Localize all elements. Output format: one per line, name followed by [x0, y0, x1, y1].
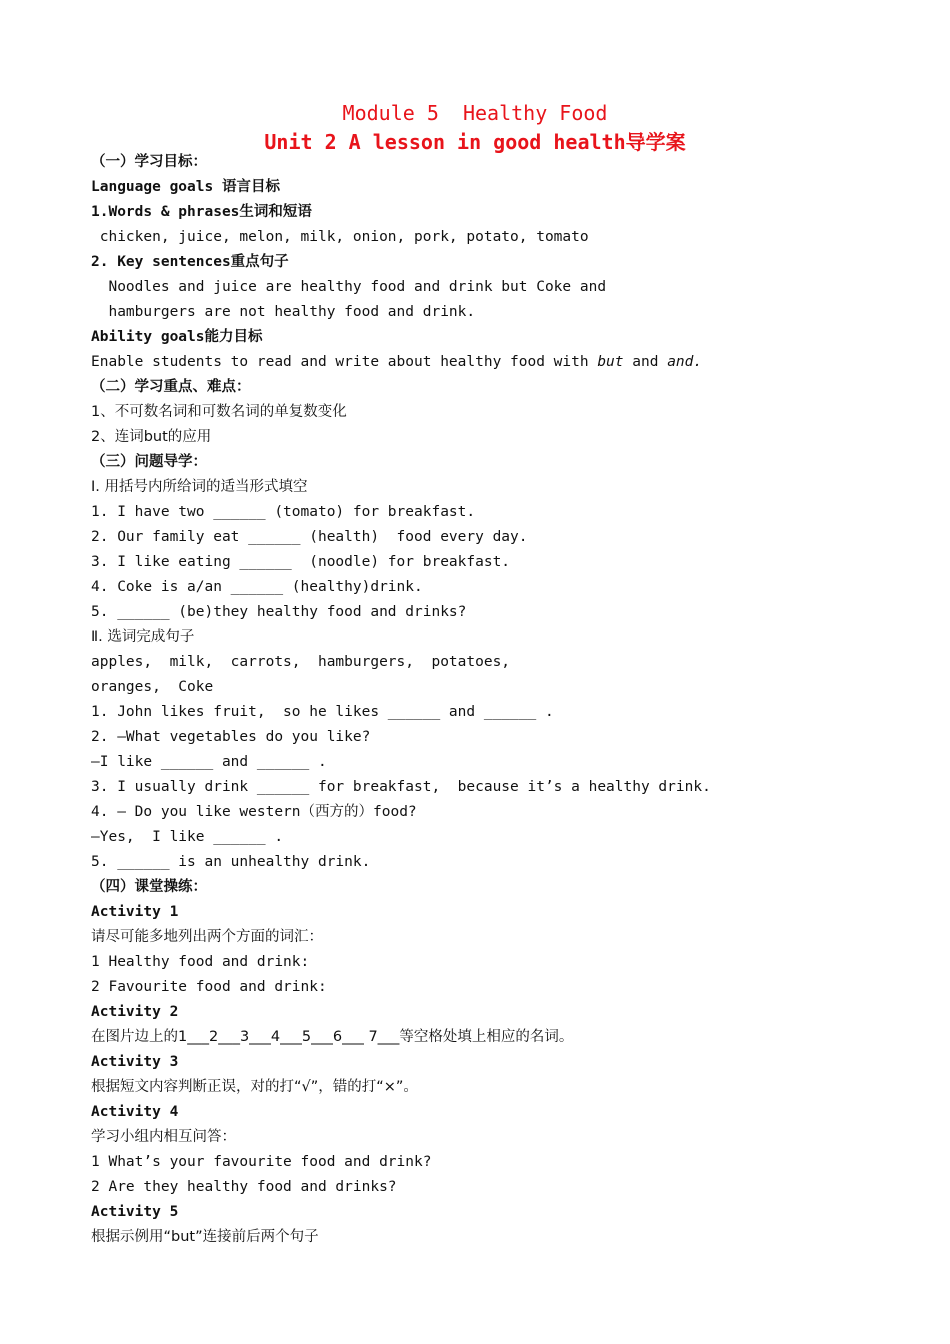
ability-goals-heading: Ability goals能力目标 — [91, 329, 263, 345]
section-heading-guided-questions: （三）问题导学： — [91, 454, 207, 470]
exercise-1-heading: I. 用括号内所给词的适当形式填空 — [91, 479, 308, 495]
language-goals-heading: Language goals 语言目标 — [91, 179, 280, 195]
activity-4-question-1: 1 What’s your favourite food and drink? — [91, 1154, 432, 1170]
key-sentences-heading: 2. Key sentences重点句子 — [91, 254, 289, 270]
key-sentence-line-2: hamburgers are not healthy food and drink. — [91, 304, 476, 320]
activity-1-heading: Activity 1 — [91, 904, 179, 920]
activity-2-instruction: 在图片边上的1___2___3___4___5___6___ 7___等空格处填上相应的名词。 — [91, 1029, 574, 1045]
exercise-2-item-4-answer: —Yes, I like ______ . — [91, 829, 284, 845]
ability-text-but: but — [597, 354, 624, 370]
activity-4-question-2: 2 Are they healthy food and drinks? — [91, 1179, 397, 1195]
activity-1-instruction: 请尽可能多地列出两个方面的词汇： — [91, 929, 323, 945]
word-bank-line-2: oranges, Coke — [91, 679, 214, 695]
activity-5-heading: Activity 5 — [91, 1204, 179, 1220]
unit-title: Unit 2 A lesson in good health导学案 — [264, 130, 686, 154]
words-phrases-heading: 1.Words & phrases生词和短语 — [91, 204, 312, 220]
section-heading-practice: （四）课堂操练： — [91, 879, 207, 895]
exercise-2-heading: Ⅱ. 选词完成句子 — [91, 629, 195, 645]
key-sentence-line-1: Noodles and juice are healthy food and drink but Coke and — [91, 279, 607, 295]
exercise-1-item-1: 1. I have two ______ (tomato) for breakfast. — [91, 504, 476, 520]
exercise-2-item-2-answer: —I like ______ and ______ . — [91, 754, 327, 770]
ability-text-start: Enable students to read and write about healthy food with — [91, 354, 598, 370]
activity-5-instruction: 根据示例用“but”连接前后两个句子 — [91, 1229, 319, 1245]
ability-goals-text — [91, 352, 702, 372]
activity-4-instruction: 学习小组内相互问答： — [91, 1129, 236, 1145]
section-heading-key-points: （二）学习重点、难点： — [91, 379, 251, 395]
key-point-2: 2、连词but的应用 — [91, 429, 212, 445]
activity-1-item-1: 1 Healthy food and drink: — [91, 954, 310, 970]
section-heading-goals: （一）学习目标： — [91, 154, 207, 170]
exercise-1-item-2: 2. Our family eat ______ (health) food every day. — [91, 529, 528, 545]
activity-3-heading: Activity 3 — [91, 1054, 179, 1070]
word-bank-line-1: apples, milk, carrots, hamburgers, potatoes, — [91, 654, 511, 670]
exercise-2-item-2: 2. —What vegetables do you like? — [91, 729, 371, 745]
exercise-1-item-5: 5. ______ (be)they healthy food and drinks? — [91, 604, 467, 620]
exercise-2-item-5: 5. ______ is an unhealthy drink. — [91, 854, 371, 870]
exercise-2-item-4: 4. — Do you like western（西方的）food? — [91, 804, 417, 820]
key-point-1: 1、不可数名词和可数名词的单复数变化 — [91, 404, 347, 420]
exercise-2-item-3: 3. I usually drink ______ for breakfast, because it’s a healthy drink. — [91, 779, 711, 795]
module-title: Module 5 Healthy Food — [342, 101, 608, 125]
exercise-2-item-1: 1. John likes fruit, so he likes ______ and ______ . — [91, 704, 554, 720]
exercise-1-item-3: 3. I like eating ______ (noodle) for breakfast. — [91, 554, 511, 570]
vocabulary-list: chicken, juice, melon, milk, onion, pork, potato, tomato — [91, 229, 589, 245]
activity-4-heading: Activity 4 — [91, 1104, 179, 1120]
ability-text-and: and. — [667, 354, 703, 370]
ability-text-mid: and — [623, 354, 668, 370]
activity-1-item-2: 2 Favourite food and drink: — [91, 979, 327, 995]
exercise-1-item-4: 4. Coke is a/an ______ (healthy)drink. — [91, 579, 423, 595]
activity-3-instruction: 根据短文内容判断正误，对的打“√”，错的打“×”。 — [91, 1079, 418, 1095]
activity-2-heading: Activity 2 — [91, 1004, 179, 1020]
